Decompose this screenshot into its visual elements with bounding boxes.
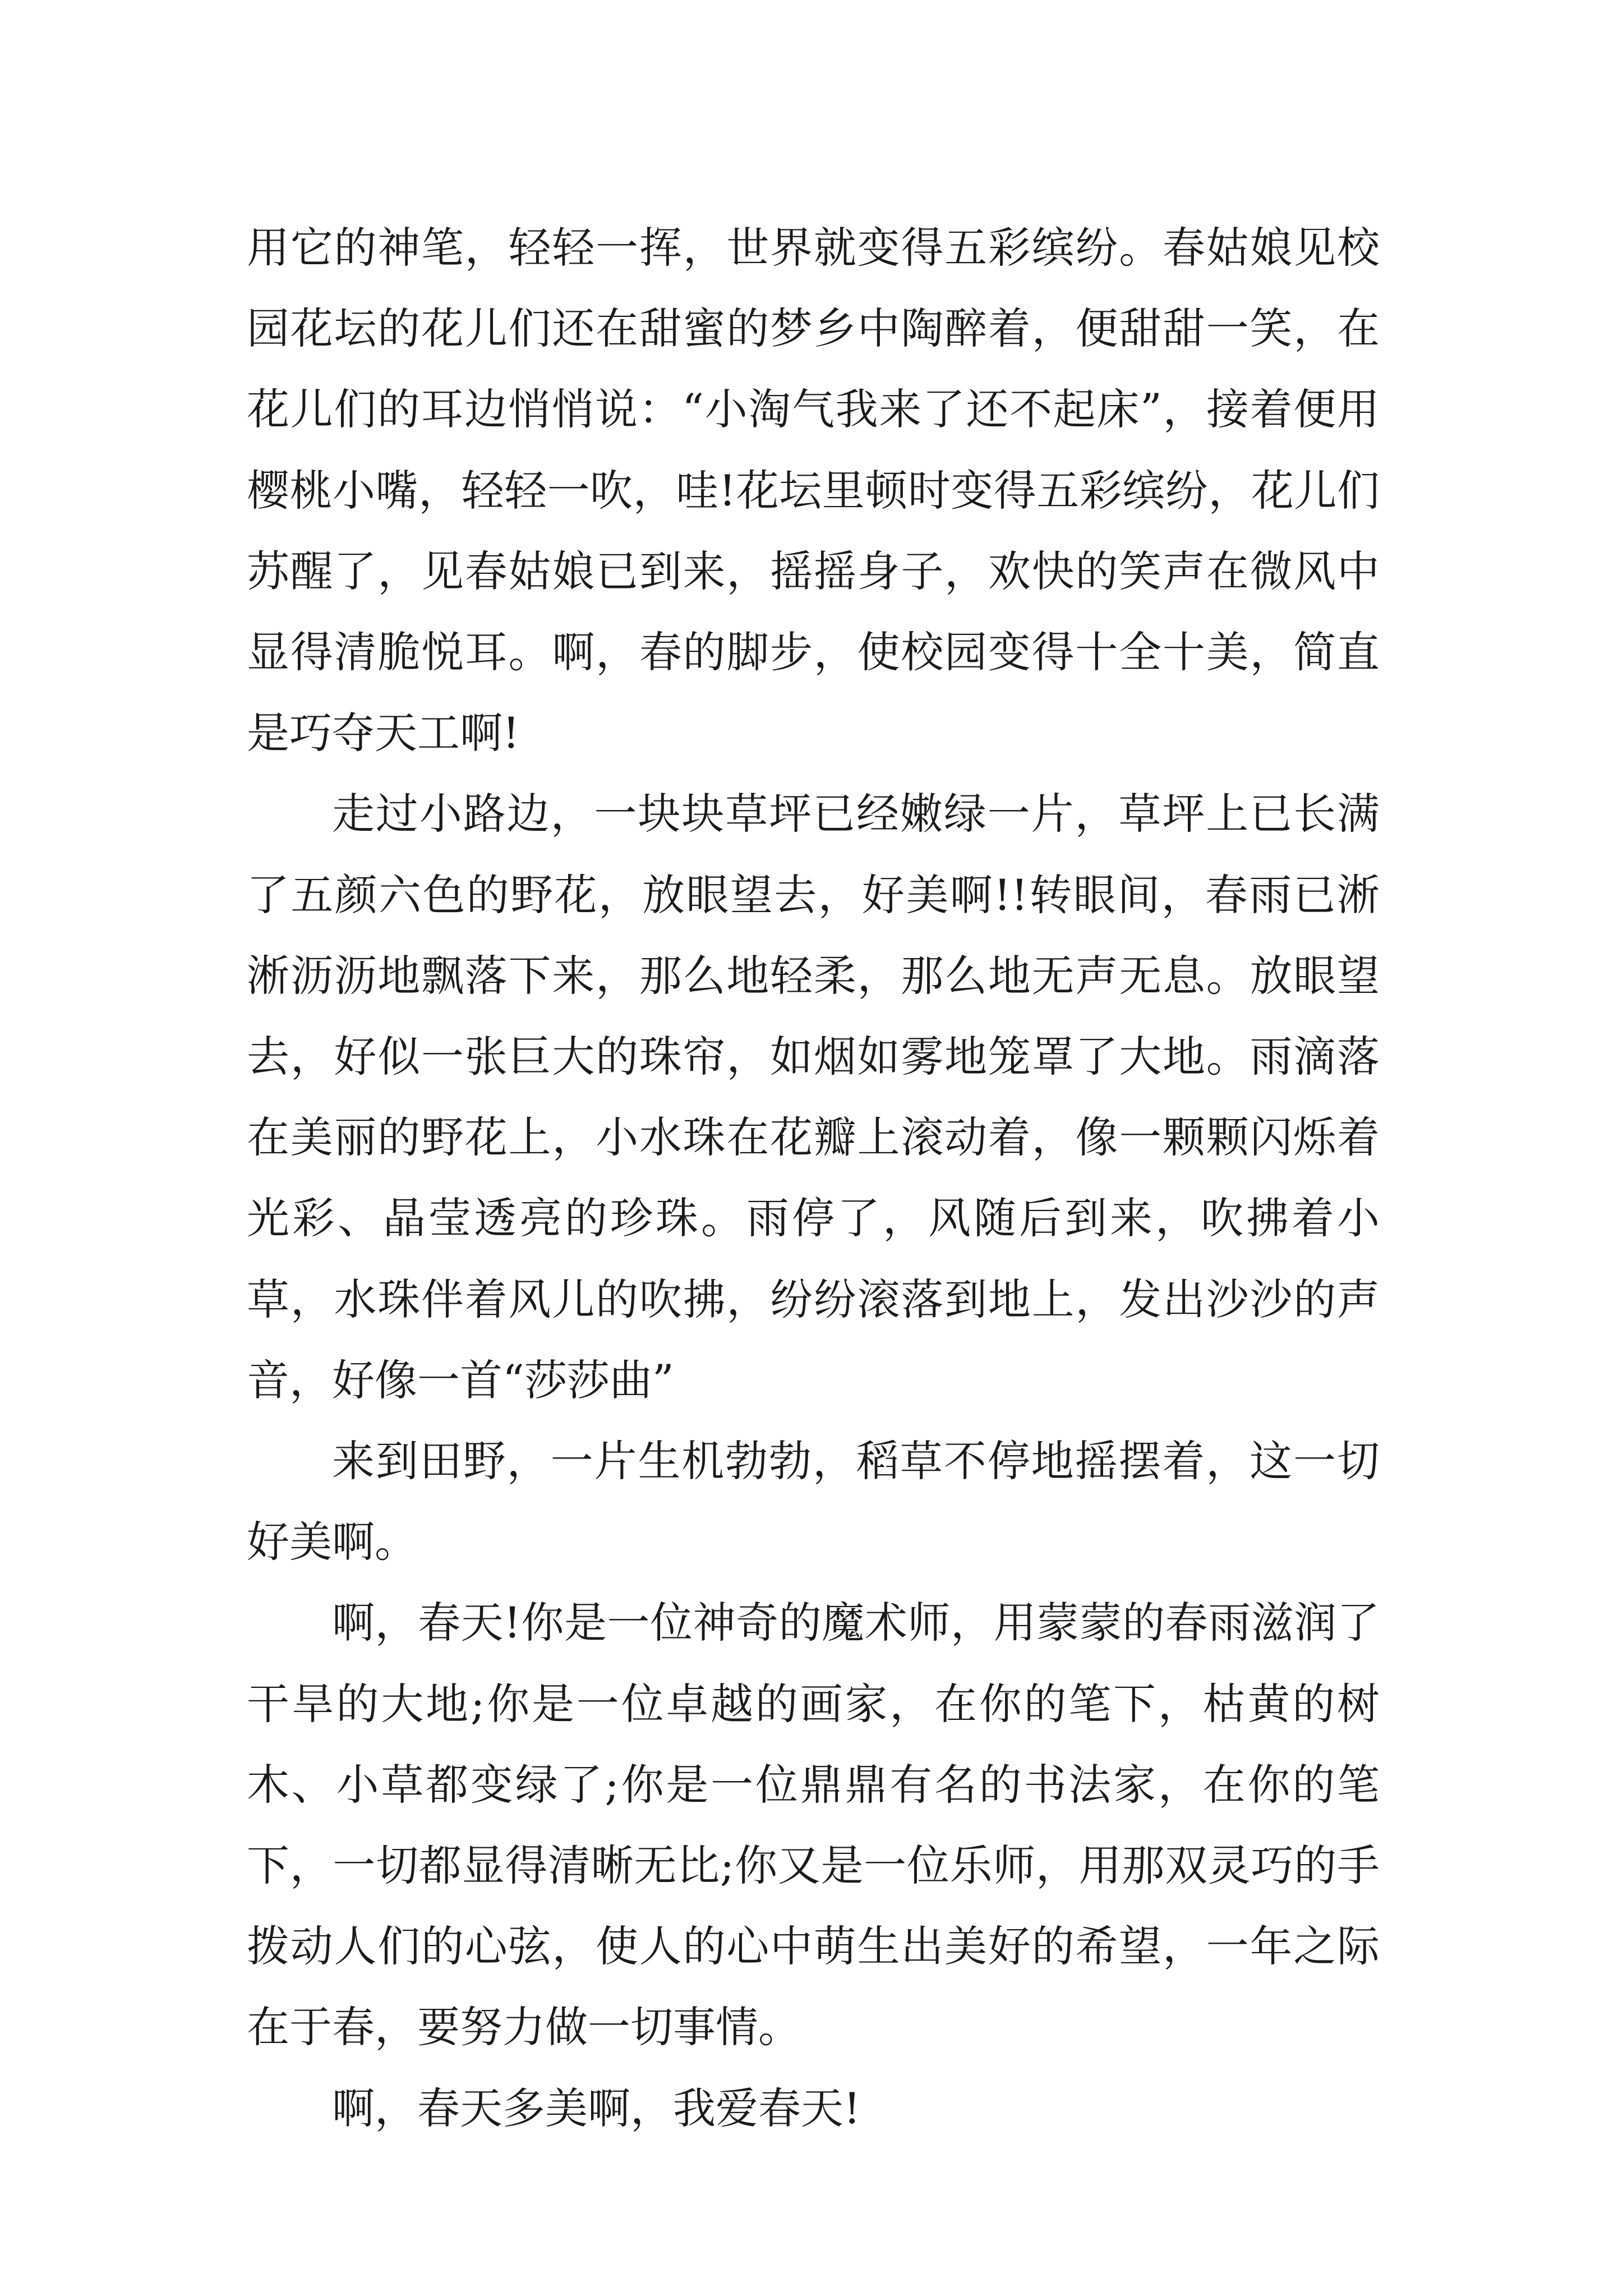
paragraph-2: 走过小路边，一块块草坪已经嫩绿一片，草坪上已长满了五颜六色的野花，放眼望去，好美啊!!转眼间，春雨已淅淅沥沥地飘落下来，那么地轻柔，那么地无声无息。放眼望去，好似一张巨大的珠帘，如烟如雾地笼罩了大地。雨滴落在美丽的野花上，小水珠在花瓣上滚动着，像一颗颗闪烁着光彩、晶莹透亮的珍珠。雨停了，风随后到来，吹拂着小草，水珠伴着风儿的吹拂，纷纷滚落到地上，发出沙沙的声音，好像一首“莎莎曲” <box>247 789 1380 1405</box>
paragraph-1: 用它的神笔，轻轻一挥，世界就变得五彩缤纷。春姑娘见校园花坛的花儿们还在甜蜜的梦乡中陶醉着，便甜甜一笑，在花儿们的耳边悄悄说：“小淘气我来了还不起床”，接着便用樱桃小嘴，轻轻一吹，哇!花坛里顿时变得五彩缤纷，花儿们苏醒了，见春姑娘已到来，摇摇身子，欢快的笑声在微风中显得清脆悦耳。啊，春的脚步，使校园变得十全十美，简直是巧夺天工啊! <box>247 223 1380 758</box>
paragraph-4: 啊，春天!你是一位神奇的魔术师，用蒙蒙的春雨滋润了干旱的大地;你是一位卓越的画家，在你的笔下，枯黄的树木、小草都变绿了;你是一位鼎鼎有名的书法家，在你的笔下，一切都显得清晰无比;你又是一位乐师，用那双灵巧的手拨动人们的心弦，使人的心中萌生出美好的希望，一年之际在于春，要努力做一切事情。 <box>247 1598 1380 2053</box>
paragraph-5: 啊，春天多美啊，我爱春天! <box>332 2083 861 2133</box>
document-body <box>247 208 1380 2149</box>
paragraph-3: 来到田野，一片生机勃勃，稻草不停地摇摆着，这一切好美啊。 <box>247 1436 1380 1567</box>
